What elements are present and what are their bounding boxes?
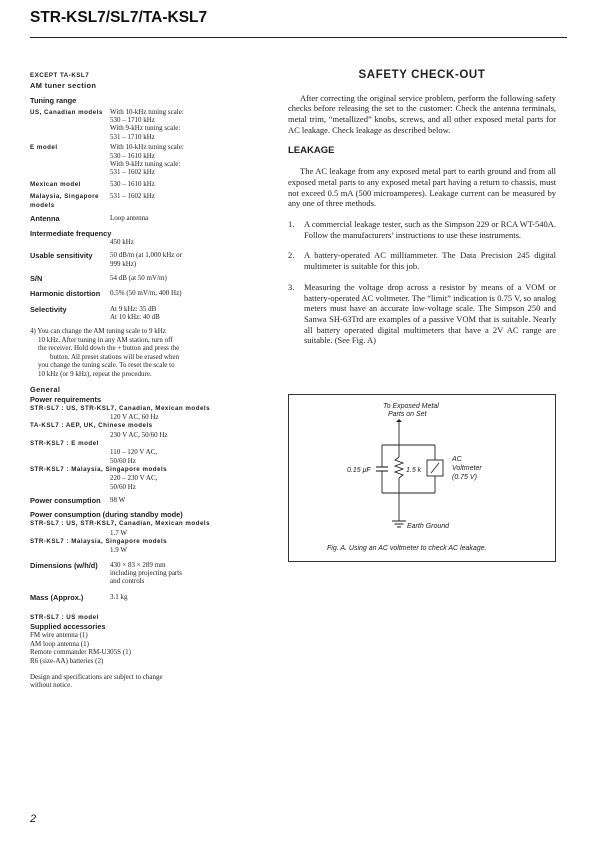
mass-value: 3.1 kg bbox=[110, 592, 128, 601]
tuning-scale-note bbox=[30, 327, 268, 378]
list-item-text: A commercial leakage tester, such as the Simpson 229 or RCA WT-540A. Follow the manufacturers’ instructions to use these instruments. bbox=[304, 219, 556, 240]
safety-title: SAFETY CHECK-OUT bbox=[358, 69, 486, 81]
us-value-line: With 10-kHz tuning scale: bbox=[110, 107, 184, 116]
spec-row-sn bbox=[30, 274, 268, 283]
safety-intro: After correcting the original service problem, perform the following safety checks before releasing the set to the customer: Check the antenna terminals, metal trim, “metallized” knobs, screws, and all other exposed metal parts for AC leakage. Check leakage as described below. bbox=[288, 92, 556, 135]
antenna-label: Antenna bbox=[30, 214, 60, 224]
e-value-line: 531 – 1602 kHz bbox=[110, 168, 155, 177]
accessory-item: R6 (size-AA) batteries (2) bbox=[30, 656, 104, 665]
power-req-2-label: TA-KSL7 : AEP, UK, Chinese models bbox=[30, 422, 153, 430]
standby-1-label: STR-SL7 : US, STR-KSL7, Canadian, Mexican models bbox=[30, 520, 211, 528]
power-req-3-value-line: 110 – 120 V AC, bbox=[110, 448, 158, 457]
us-model-label: STR-SL7 : US model bbox=[30, 614, 99, 622]
us-value-line: With 9-kHz tuning scale: bbox=[110, 124, 181, 133]
intermediate-frequency-value: 450 kHz bbox=[110, 237, 134, 246]
spec-row-antenna bbox=[30, 214, 268, 223]
mexican-model-label: Mexican model bbox=[30, 180, 81, 188]
sensitivity-values bbox=[110, 251, 268, 268]
except-label: EXCEPT TA-KSL7 bbox=[30, 72, 90, 79]
note-line: 10 kHz (or 9 kHz), repeat the procedure. bbox=[38, 369, 152, 378]
leakage-circuit-diagram bbox=[289, 395, 555, 561]
dimensions-label: Dimensions (w/h/d) bbox=[30, 560, 98, 570]
e-value-line: 530 – 1610 kHz bbox=[110, 151, 155, 160]
list-item-text: A battery-operated AC milliammeter. The Data Precision 245 digital multimeter is suitable for this job. bbox=[304, 250, 556, 272]
arrow-head bbox=[396, 419, 402, 422]
accessory-item: Remote commander RM-U305S (1) bbox=[30, 648, 131, 657]
antenna-value: Loop antenna bbox=[110, 214, 149, 223]
sn-value: 54 dB (at 50 mV/m) bbox=[110, 274, 167, 283]
safety-column bbox=[288, 70, 556, 346]
voltmeter-needle bbox=[431, 463, 439, 473]
power-req-4-value-line: 50/60 Hz bbox=[110, 482, 136, 491]
us-value-line: 531 – 1710 kHz bbox=[110, 132, 155, 141]
harmonic-distortion-label: Harmonic distortion bbox=[30, 289, 101, 299]
am-tuner-title: AM tuner section bbox=[30, 81, 97, 91]
standby-1-value: 1.7 W bbox=[110, 528, 127, 537]
spec-row-selectivity bbox=[30, 305, 268, 322]
malaysia-value: 531 – 1602 kHz bbox=[110, 192, 155, 201]
list-item-number: 1. bbox=[288, 219, 295, 230]
list-item-text: Measuring the voltage drop across a resistor by means of a VOM or battery-operated AC voltmeter. The “limit” indication is 0.75 V, so analog meters must have an accurate low-voltage scale. The Simpson 250 and Sanwa SH-63Trd are examples of a passive VOM that is suitable. Nearly all battery operated digital multimeters that have a 2V AC range are suitable. (See Fig. A) bbox=[304, 281, 556, 346]
accessory-item: FM wire antenna (1) bbox=[30, 631, 88, 640]
spec-row-harmonic bbox=[30, 289, 268, 298]
e-model-label: E model bbox=[30, 144, 58, 152]
leakage-title: LEAKAGE bbox=[288, 144, 335, 156]
figure-a-box bbox=[288, 394, 556, 562]
specifications-column bbox=[30, 71, 268, 690]
header-divider bbox=[30, 37, 567, 38]
power-req-4-label: STR-KSL7 : Malaysia, Singapore models bbox=[30, 465, 168, 473]
design-note-line: Design and specifications are subject to change bbox=[30, 673, 163, 682]
us-values bbox=[110, 108, 268, 142]
accessory-item: AM loop antenna (1) bbox=[30, 639, 89, 648]
list-item-number: 3. bbox=[288, 281, 295, 292]
harmonic-distortion-value: 0.5% (50 mV/m, 400 Hz) bbox=[110, 289, 182, 298]
power-req-3-value-line: 50/60 Hz bbox=[110, 456, 136, 465]
dimensions-line: and controls bbox=[110, 577, 145, 586]
selectivity-line: At 10 kHz: 40 dB bbox=[110, 312, 160, 321]
us-value-line: 530 – 1710 kHz bbox=[110, 116, 155, 125]
power-req-3-label: STR-KSL7 : E model bbox=[30, 439, 99, 447]
note-line: button. All preset stations will be erased when bbox=[50, 352, 180, 361]
resistor-label: 1.5 k bbox=[406, 467, 422, 474]
power-consumption-value: 98 W bbox=[110, 495, 126, 504]
design-note-line: without notice. bbox=[30, 681, 72, 690]
power-req-4-value-line: 220 – 230 V AC, bbox=[110, 474, 158, 483]
intermediate-frequency-label: Intermediate frequency bbox=[30, 228, 112, 238]
figure-top-label-1: To Exposed Metal bbox=[383, 403, 439, 410]
dimensions-values bbox=[110, 561, 268, 586]
note-line: you change the tuning scale. To reset the scale to bbox=[38, 361, 175, 370]
capacitor-label: 0.15 μF bbox=[347, 467, 371, 474]
dimensions-line: including projecting parts bbox=[110, 569, 182, 577]
malaysia-models-label: Malaysia, Singapore models bbox=[30, 193, 99, 210]
sensitivity-label: Usable sensitivity bbox=[30, 251, 93, 261]
list-item bbox=[288, 282, 556, 346]
e-value-line: With 9-kHz tuning scale: bbox=[110, 160, 181, 169]
spec-row-power-consumption bbox=[30, 496, 268, 505]
standby-2-value: 1.9 W bbox=[110, 546, 127, 555]
earth-ground-label: Earth Ground bbox=[407, 523, 450, 530]
voltmeter-label-3: (0.75 V) bbox=[452, 474, 477, 481]
tuning-range-label: Tuning range bbox=[30, 96, 77, 106]
general-title: General bbox=[30, 385, 61, 395]
voltmeter-label-1: AC bbox=[452, 456, 462, 463]
document-header-title: STR-KSL7/SL7/TA-KSL7 bbox=[30, 9, 208, 26]
power-req-1-value: 120 V AC, 60 Hz bbox=[110, 412, 159, 421]
note-line: 10 kHz. After tuning in any AM station, turn off bbox=[38, 335, 173, 344]
leakage-text: The AC leakage from any exposed metal part to earth ground and from all exposed metal parts to any exposed metal part having a return to chassis, must not exceed 0.5 mA (500 microamperes). Leakage current can be measured by any one of three methods. bbox=[288, 166, 556, 209]
sn-label: S/N bbox=[30, 274, 43, 284]
power-req-1-label: STR-SL7 : US, STR-KSL7, Canadian, Mexican models bbox=[30, 404, 211, 412]
voltmeter-label-2: Voltmeter bbox=[452, 465, 482, 472]
mexican-value: 530 – 1610 kHz bbox=[110, 179, 155, 188]
power-requirements-label: Power requirements bbox=[30, 394, 102, 404]
page-number: 2 bbox=[30, 813, 37, 825]
spec-row-us bbox=[30, 108, 268, 142]
supplied-accessories-label: Supplied accessories bbox=[30, 622, 106, 632]
figure-top-label-2: Parts on Set bbox=[388, 411, 427, 418]
power-consumption-label: Power consumption bbox=[30, 495, 101, 505]
e-values bbox=[110, 143, 268, 177]
note-line: the receiver. Hold down the + button and press the bbox=[38, 344, 180, 353]
sensitivity-line: 999 kHz) bbox=[110, 259, 137, 268]
selectivity-label: Selectivity bbox=[30, 304, 67, 314]
us-models-label: US, Canadian models bbox=[30, 108, 103, 116]
figure-caption: Fig. A. Using an AC voltmeter to check AC leakage. bbox=[327, 545, 487, 552]
selectivity-line: At 9 kHz: 35 dB bbox=[110, 304, 157, 313]
standby-2-label: STR-KSL7 : Malaysia, Singapore models bbox=[30, 537, 168, 545]
standby-consumption-label: Power consumption (during standby mode) bbox=[30, 510, 183, 520]
spec-row-sensitivity bbox=[30, 251, 268, 268]
dimensions-line: 430 × 83 × 289 mm bbox=[110, 560, 166, 569]
spec-row-mexican bbox=[30, 180, 268, 189]
resistor-symbol bbox=[395, 457, 403, 478]
e-value-line: With 10-kHz tuning scale: bbox=[110, 143, 184, 152]
note-line: 4) You can change the AM tuning scale to 9 kHz bbox=[30, 327, 166, 336]
spec-row-malaysia bbox=[30, 192, 268, 210]
selectivity-values bbox=[110, 305, 268, 322]
list-item bbox=[288, 219, 556, 240]
list-item bbox=[288, 250, 556, 271]
mass-label: Mass (Approx.) bbox=[30, 592, 84, 602]
spec-row-mass bbox=[30, 593, 268, 602]
power-req-2-value: 230 V AC, 50/60 Hz bbox=[110, 430, 168, 439]
list-item-number: 2. bbox=[288, 250, 295, 261]
spec-row-dimensions bbox=[30, 561, 268, 586]
sensitivity-line: 50 dB/m (at 1,000 kHz or bbox=[110, 251, 182, 260]
spec-row-e bbox=[30, 143, 268, 177]
